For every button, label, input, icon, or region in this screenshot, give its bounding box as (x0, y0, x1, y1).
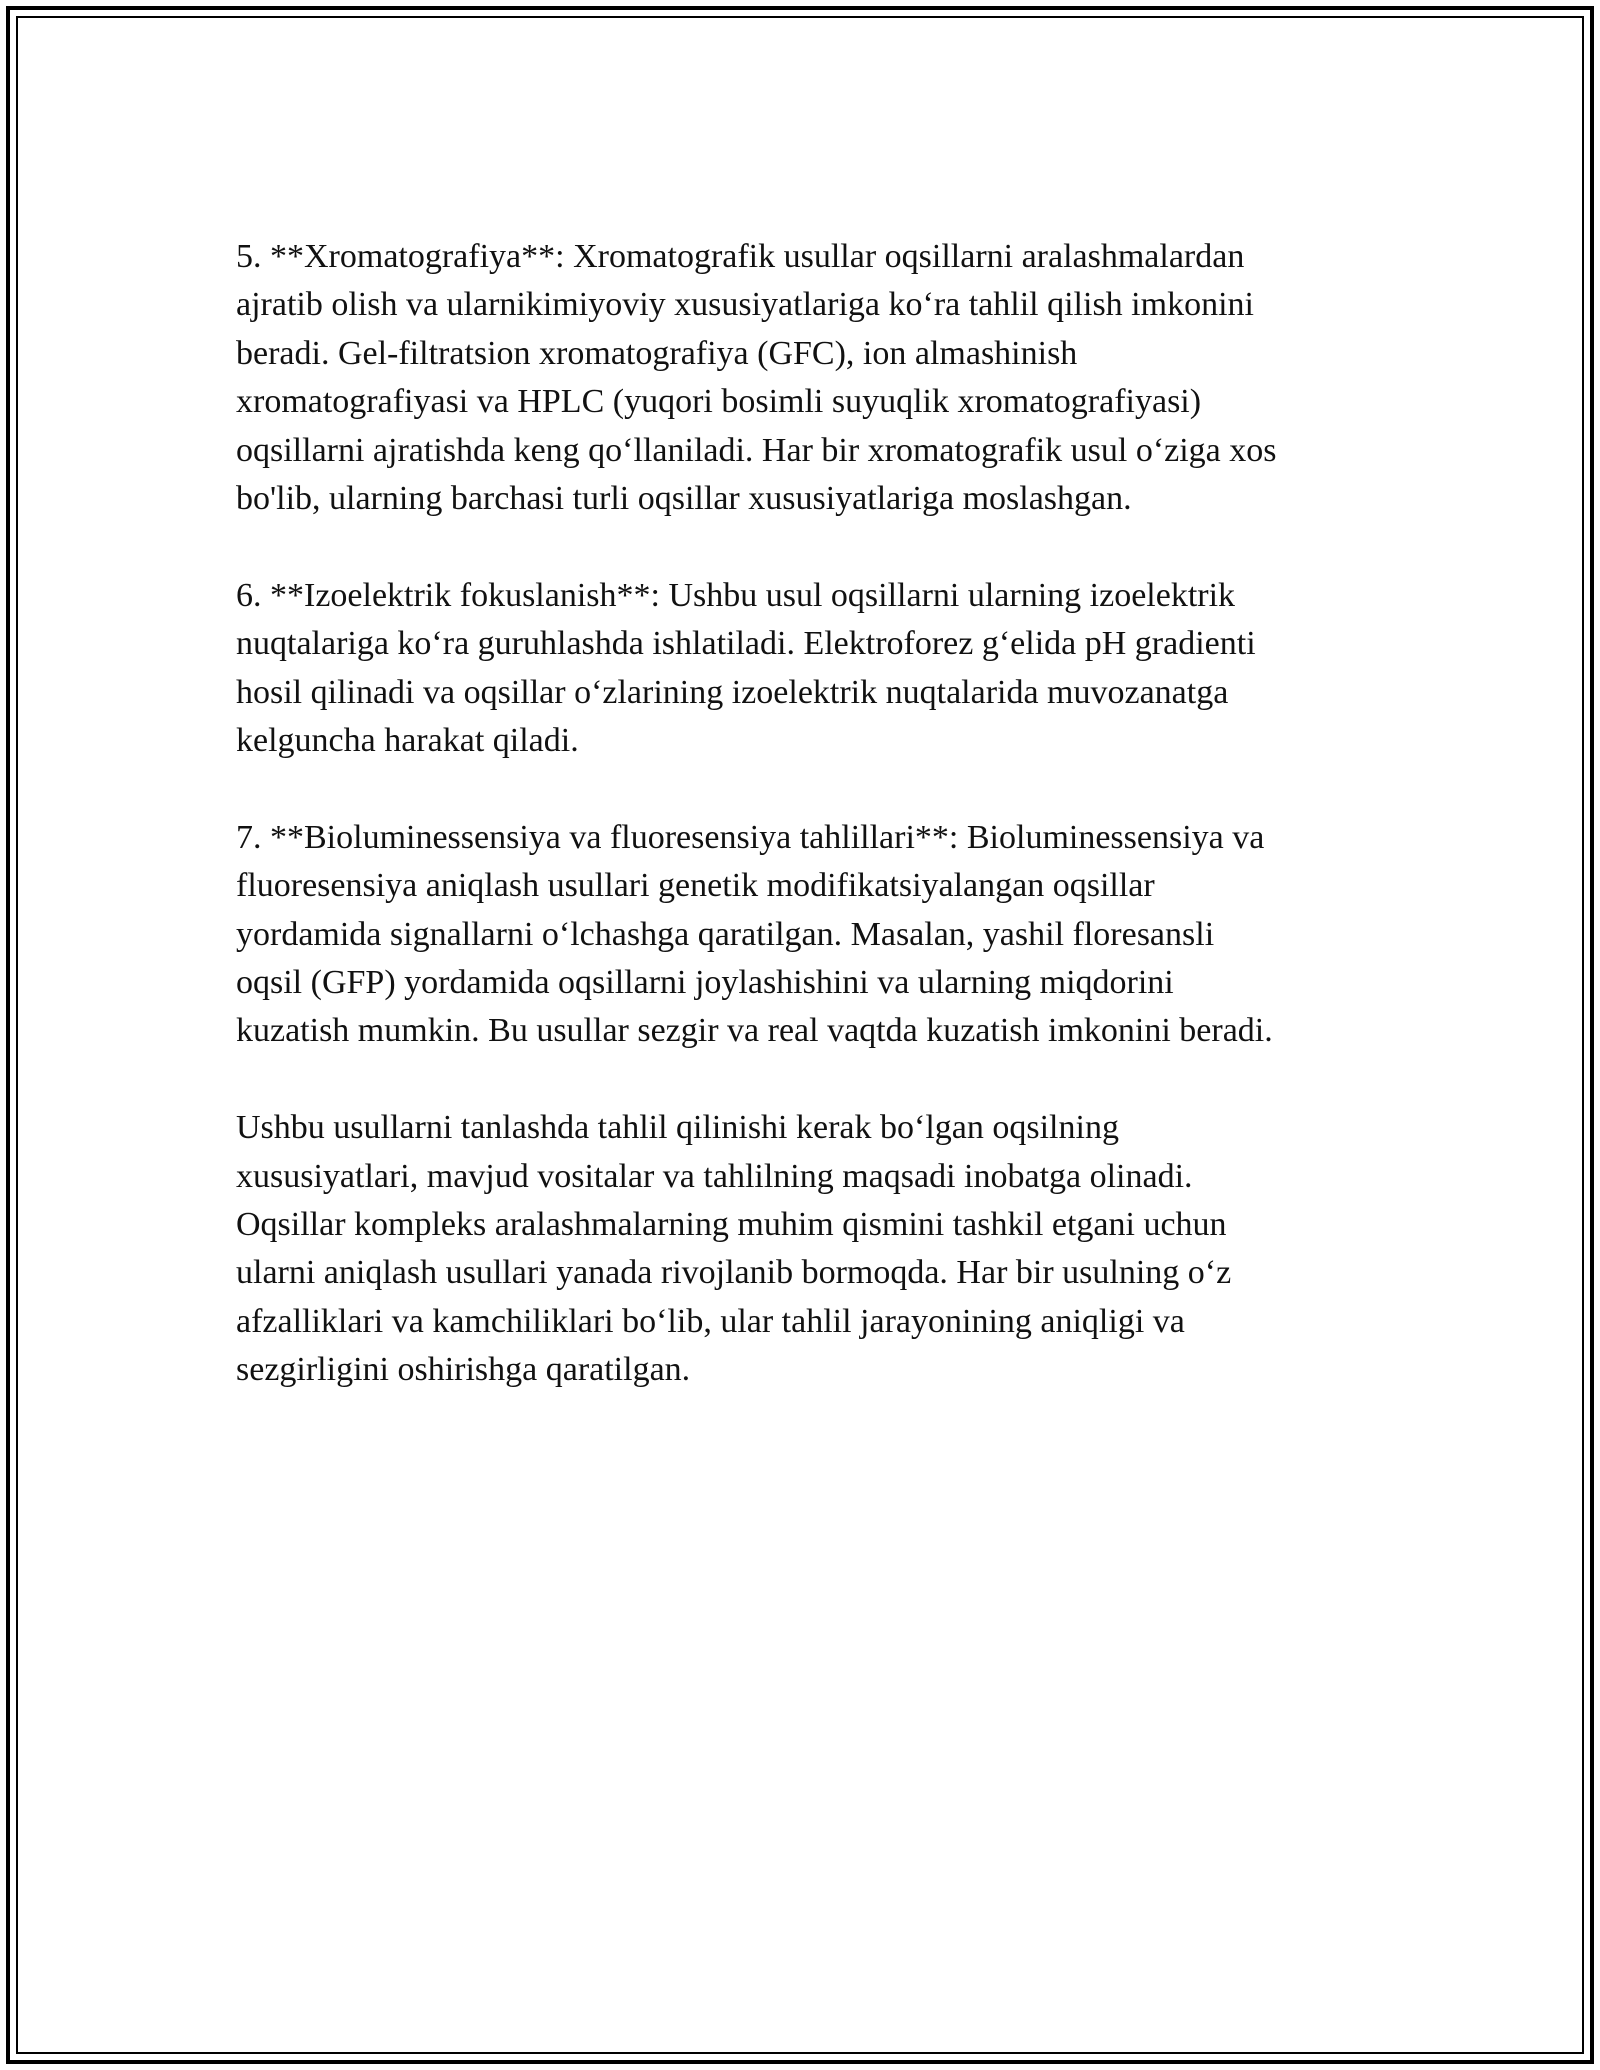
paragraph-conclusion: Ushbu usullarni tanlashda tahlil qilinishi kerak bo‘lgan oqsilning xususiyatlari, mavjud vositalar va tahlilning maqsadi inobatga olinadi. Oqsillar kompleks aralashmalarning muhim qismini tashkil etgani uchun ularni aniqlash usullari yanada rivojlanib bormoqda. Har bir usulning o‘z afzalliklari va kamchiliklari bo‘lib, ular tahlil jarayonining aniqligi va sezgirligini oshirishga qaratilgan. (236, 1109, 1232, 1389)
paragraph-isoelectric-focusing: 6. **Izoelektrik fokuslanish**: Ushbu usul oqsillarni ularning izoelektrik nuqtalariga ko‘ra guruhlashda ishlatiladi. Elektroforez g‘elida pH gradienti hosil qilinadi va oqsillar o‘zlarining izoelektrik nuqtalarida muvozanatga kelguncha harakat qiladi. (236, 576, 1256, 760)
document-body (236, 233, 1386, 1443)
paragraph-chromatography: 5. **Xromatografiya**: Xromatografik usullar oqsillarni aralashmalardan ajratib olish va ularnikimiyoviy xususiyatlariga ko‘ra tahlil qilish imkonini beradi. Gel-filtratsion xromatografiya (GFC), ion almashinish xromatografiyasi va HPLC (yuqori bosimli suyuqlik xromatografiyasi) oqsillarni ajratishda keng qo‘llaniladi. Har bir xromatografik usul o‘ziga xos bo'lib, ularning barchasi turli oqsillar xususiyatlariga moslashgan. (236, 238, 1277, 518)
paragraph-bioluminescence-fluorescence: 7. **Bioluminessensiya va fluoresensiya tahlillari**: Bioluminessensiya va fluoresensiya aniqlash usullari genetik modifikatsiyalangan oqsillar yordamida signallarni o‘lchashga qaratilgan. Masalan, yashil floresansli oqsil (GFP) yordamida oqsillarni joylashishini va ularning miqdorini kuzatish mumkin. Bu usullar sezgir va real vaqtda kuzatish imkonini beradi. (236, 818, 1273, 1050)
